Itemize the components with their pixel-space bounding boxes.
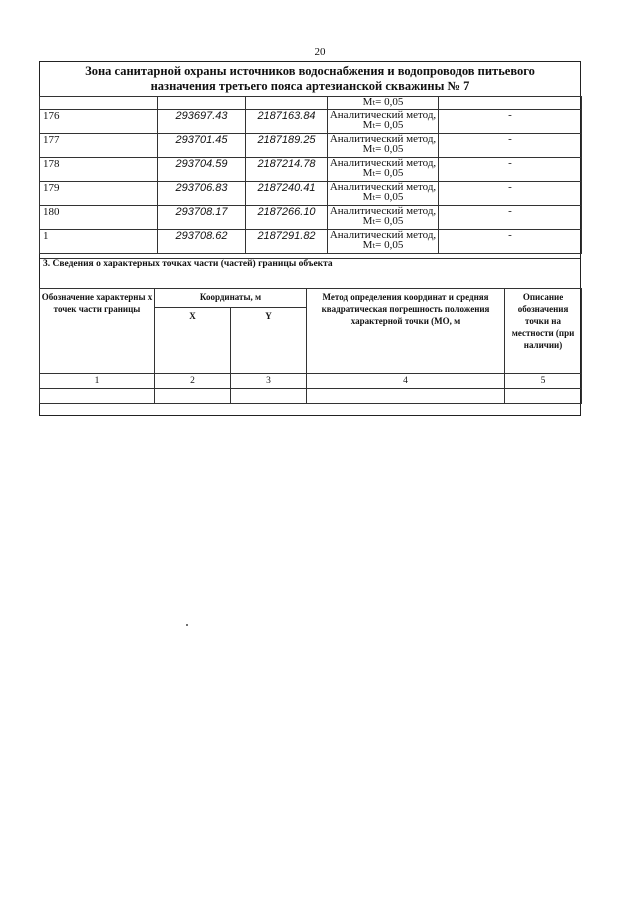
title-line-2: назначения третьего пояса артезианской скважины № 7 [150, 79, 470, 93]
method-cell [328, 158, 439, 182]
point-number: 1 [40, 230, 158, 254]
coord-y: 2187240.41 [246, 182, 328, 206]
method-line-1: Аналитический метод, [329, 205, 437, 217]
method-cell [328, 230, 439, 254]
method-line-2: Mₜ= 0,05 [362, 143, 404, 155]
column-header-x: X [155, 308, 231, 374]
method-line-1: Аналитический метод, [329, 181, 437, 193]
coord-x: 293701.45 [158, 134, 246, 158]
column-header-coordinates: Координаты, м [155, 289, 307, 308]
table-row [40, 230, 582, 254]
column-number: 1 [40, 374, 155, 389]
boundary-points-table [39, 288, 582, 404]
method-line-1: Аналитический метод, [329, 133, 437, 145]
column-number-row [40, 374, 582, 389]
point-number: 180 [40, 206, 158, 230]
title-line-1: Зона санитарной охраны источников водоснабжения и водопроводов питьевого [85, 64, 535, 78]
coord-x: 293706.83 [158, 182, 246, 206]
table-row [40, 134, 582, 158]
mark-cell: - [439, 134, 582, 158]
coord-y: 2187214.78 [246, 158, 328, 182]
method-cell [328, 206, 439, 230]
column-header-point: Обозначение характерны х точек части границы [40, 289, 155, 374]
coord-x: 293708.62 [158, 230, 246, 254]
coord-x: 293708.17 [158, 206, 246, 230]
coord-y: 2187163.84 [246, 110, 328, 134]
method-cell [328, 182, 439, 206]
table-row [40, 182, 582, 206]
mark-cell: - [439, 182, 582, 206]
column-number: 4 [307, 374, 505, 389]
method-line-2: Mₜ= 0,05 [362, 191, 404, 203]
page-number: 20 [314, 46, 326, 58]
method-line-2: Mₜ= 0,05 [362, 167, 404, 179]
method-cell: Mₜ= 0,05 [328, 97, 439, 110]
coord-x: 293704.59 [158, 158, 246, 182]
table-header-row [40, 289, 582, 308]
document-frame [39, 61, 581, 416]
method-line-2: Mₜ= 0,05 [362, 119, 404, 131]
coord-x: 293697.43 [158, 110, 246, 134]
table-row [40, 110, 582, 134]
table-row [40, 97, 582, 110]
method-line-2: Mₜ= 0,05 [362, 215, 404, 227]
point-number: 176 [40, 110, 158, 134]
mark-cell: - [439, 206, 582, 230]
mark-cell: - [439, 158, 582, 182]
column-number: 3 [231, 374, 307, 389]
method-line-1: Аналитический метод, [329, 157, 437, 169]
coord-y: 2187189.25 [246, 134, 328, 158]
table-row [40, 158, 582, 182]
coord-y: 2187266.10 [246, 206, 328, 230]
point-number: 177 [40, 134, 158, 158]
method-cell [328, 110, 439, 134]
method-line-2: Mₜ= 0,05 [362, 239, 404, 251]
method-line-1: Аналитический метод, [329, 229, 437, 241]
table-row [40, 206, 582, 230]
column-header-method: Метод определения координат и средняя квадратическая погрешность положения характерной точки (МО, м [307, 289, 505, 374]
table-row [40, 389, 582, 404]
coordinates-table [39, 96, 582, 254]
coord-y: 2187291.82 [246, 230, 328, 254]
section-3-title: 3. Сведения о характерных точках части (частей) границы объекта [40, 258, 580, 288]
column-header-y: Y [231, 308, 307, 374]
column-header-description: Описание обозначения точки на местности (при наличии) [505, 289, 582, 374]
document-title [40, 62, 580, 96]
point-number: 178 [40, 158, 158, 182]
mark-cell: - [439, 230, 582, 254]
stray-mark [186, 624, 188, 626]
method-line-1: Аналитический метод, [329, 109, 437, 121]
column-number: 2 [155, 374, 231, 389]
method-cell [328, 134, 439, 158]
column-number: 5 [505, 374, 582, 389]
mark-cell: - [439, 110, 582, 134]
point-number: 179 [40, 182, 158, 206]
